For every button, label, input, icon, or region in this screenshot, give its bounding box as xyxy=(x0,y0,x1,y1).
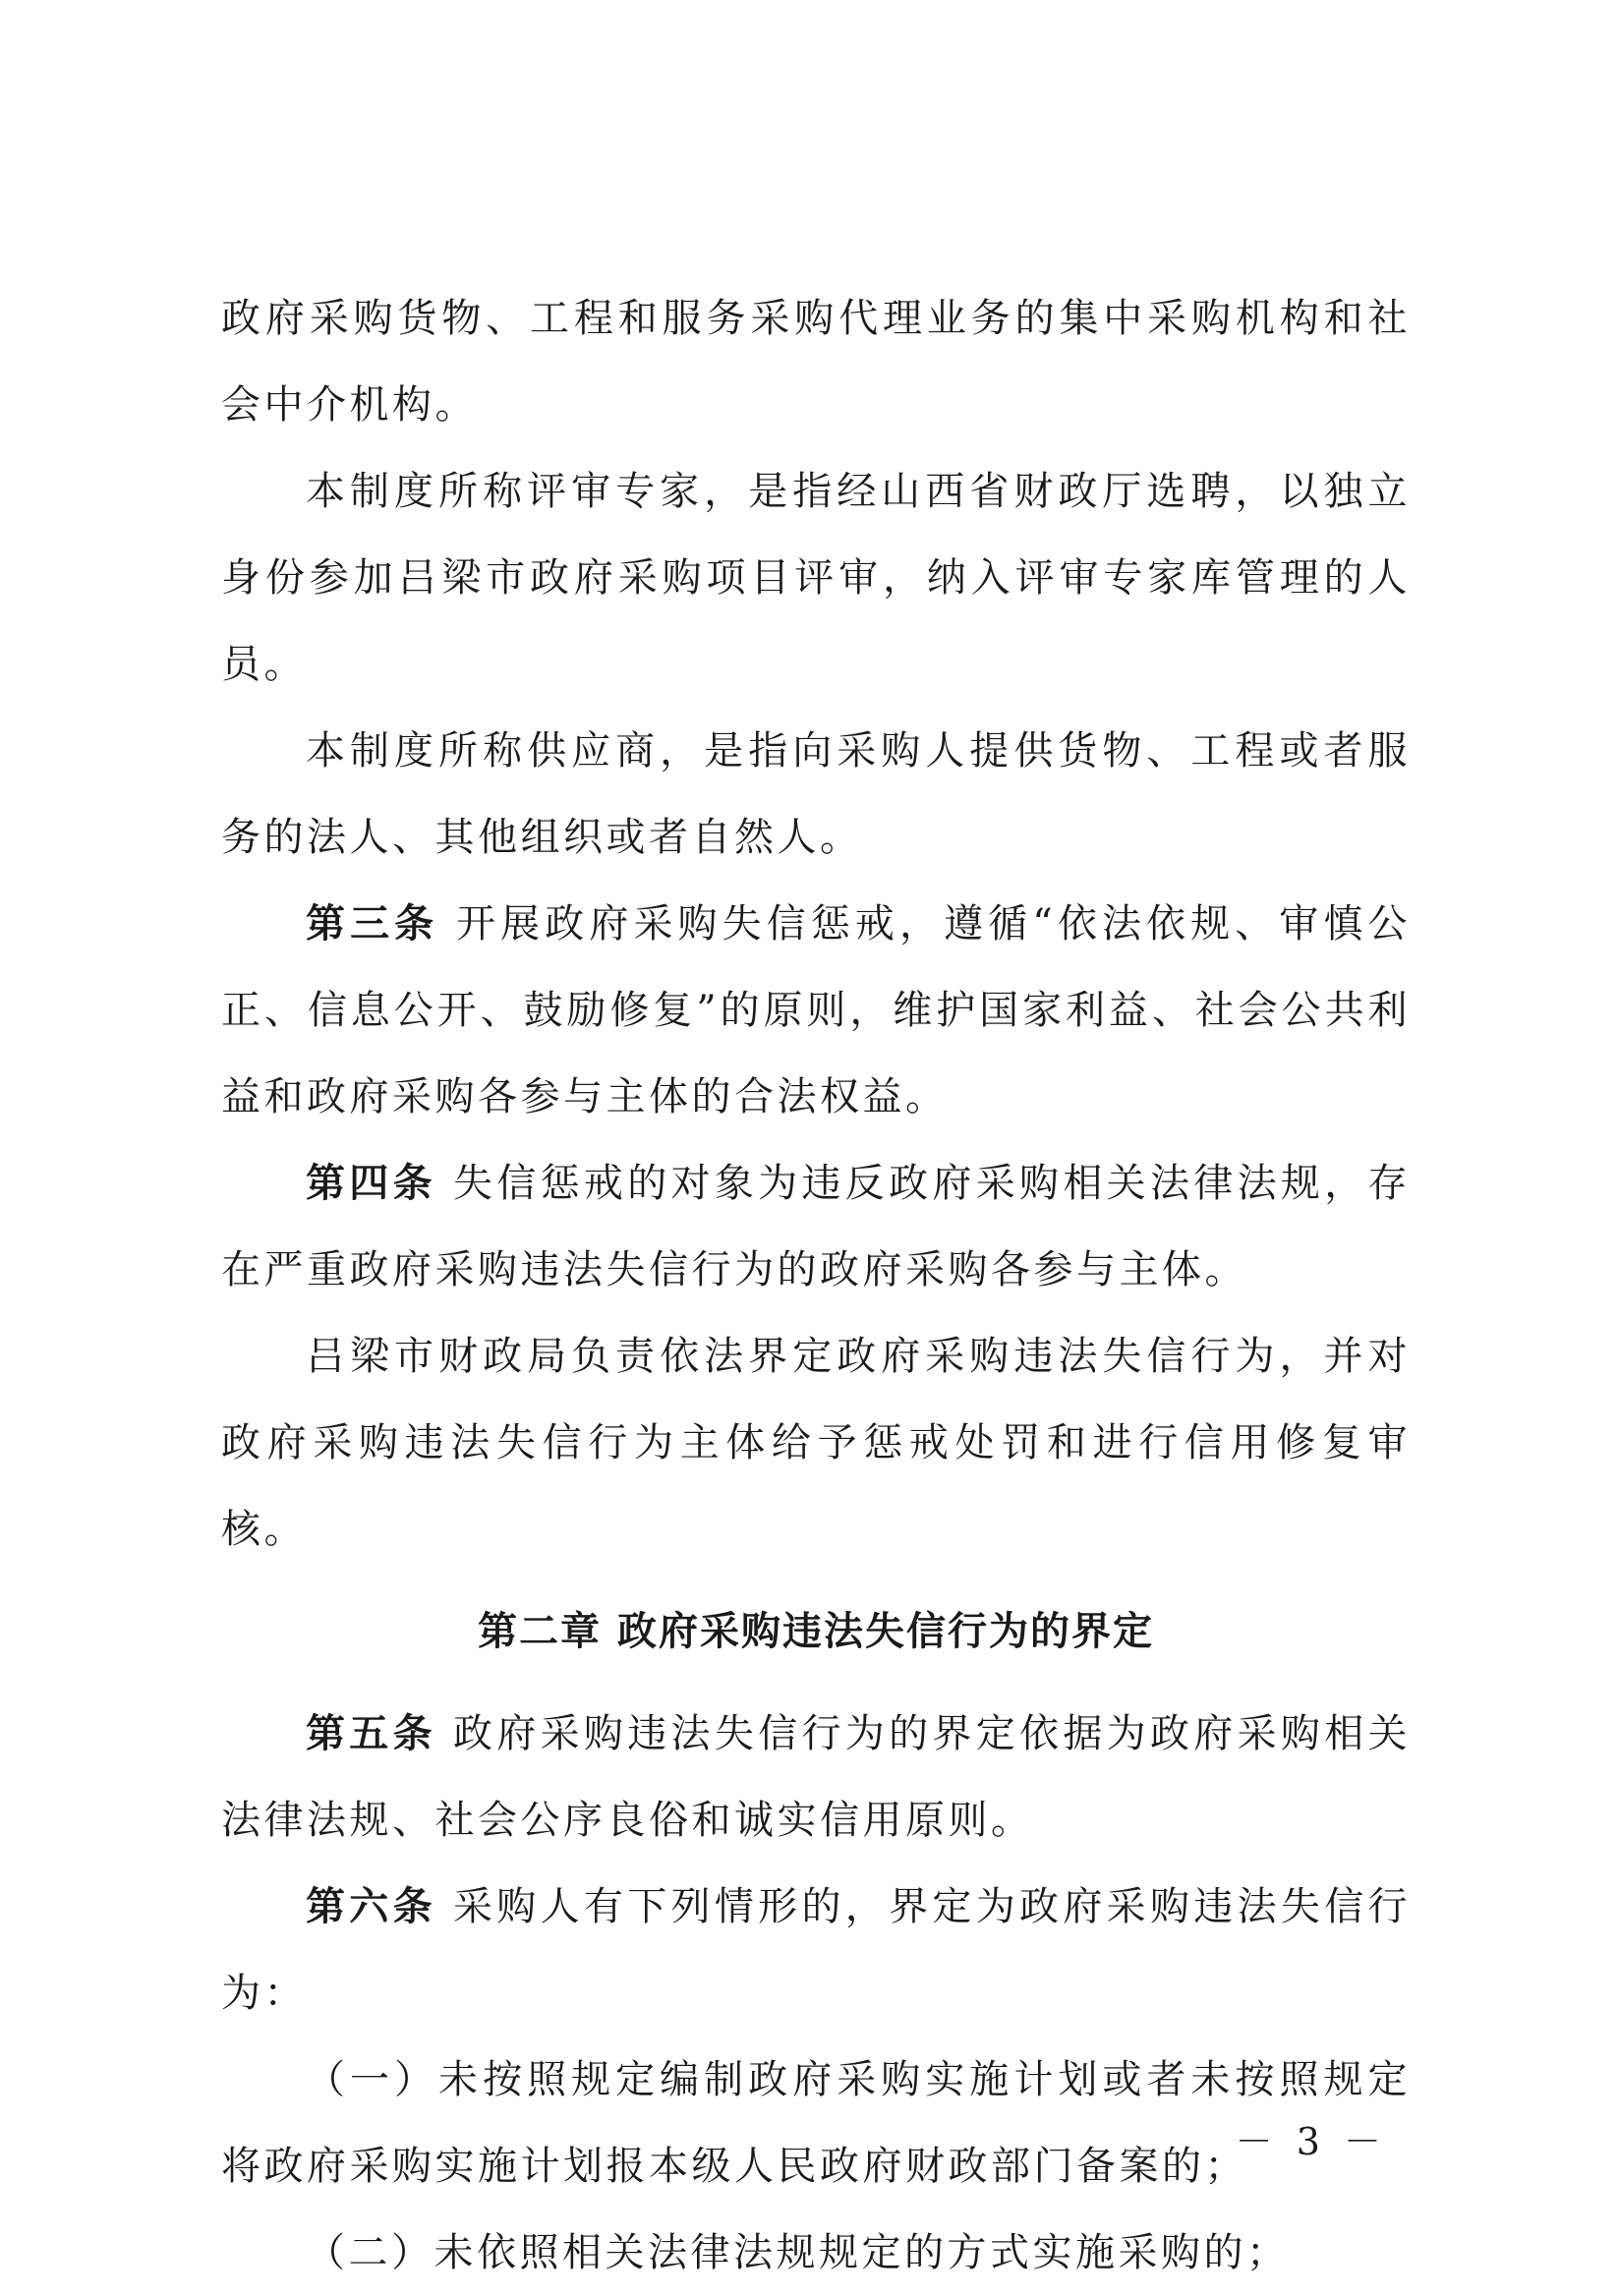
article-6-text: 采购人有下列情形的，界定为政府采购违法失信行为： xyxy=(221,1884,1412,2016)
article-4-paragraph-2: 吕梁市财政局负责依法界定政府采购违法失信行为，并对政府采购违法失信行为主体给予惩戒处罚和进行信用修复审核。 xyxy=(221,1334,1411,1552)
article-5-text: 政府采购违法失信行为的界定依据为政府采购相关法律法规、社会公序良俗和诚实信用原则。 xyxy=(221,1711,1412,1843)
article-4-text: 失信惩戒的对象为违反政府采购相关法律法规，存在严重政府采购违法失信行为的政府采购各参与主体。 xyxy=(221,1161,1412,1292)
article-5-label: 第五条 xyxy=(306,1711,436,1756)
chapter-2-title: 第二章 政府采购违法失信行为的界定 xyxy=(478,1609,1154,1654)
article-4 xyxy=(221,1140,1411,1313)
article-5 xyxy=(221,1691,1411,1864)
list-item-1: （一）未按照规定编制政府采购实施计划或者未按照规定将政府采购实施计划报本级人民政府财政部门备案的； xyxy=(221,2057,1411,2189)
document-body xyxy=(221,275,1411,2296)
article-4-label: 第四条 xyxy=(306,1161,436,1206)
article-6-label: 第六条 xyxy=(306,1884,436,1929)
article-3-text: 开展政府采购失信惩戒，遵循“依法依规、审慎公正、信息公开、鼓励修复”的原则，维护国家利益、社会公共利益和政府采购各参与主体的合法权益。 xyxy=(221,901,1411,1119)
article-3 xyxy=(221,881,1411,1140)
paragraph-supplier-definition: 本制度所称供应商，是指向采购人提供货物、工程或者服务的法人、其他组织或者自然人。 xyxy=(221,728,1411,860)
list-item-2: （二）未依照相关法律法规规定的方式实施采购的； xyxy=(306,2230,1290,2275)
article-6 xyxy=(221,1864,1411,2037)
paragraph-expert-definition: 本制度所称评审专家，是指经山西省财政厅选聘，以独立身份参加吕梁市政府采购项目评审，纳入评审专家库管理的人员。 xyxy=(221,469,1411,687)
paragraph-agency-definition-continued: 政府采购货物、工程和服务采购代理业务的集中采购机构和社会中介机构。 xyxy=(221,296,1411,428)
page-number: － 3 － xyxy=(1235,2120,1387,2163)
article-3-label: 第三条 xyxy=(306,901,439,947)
